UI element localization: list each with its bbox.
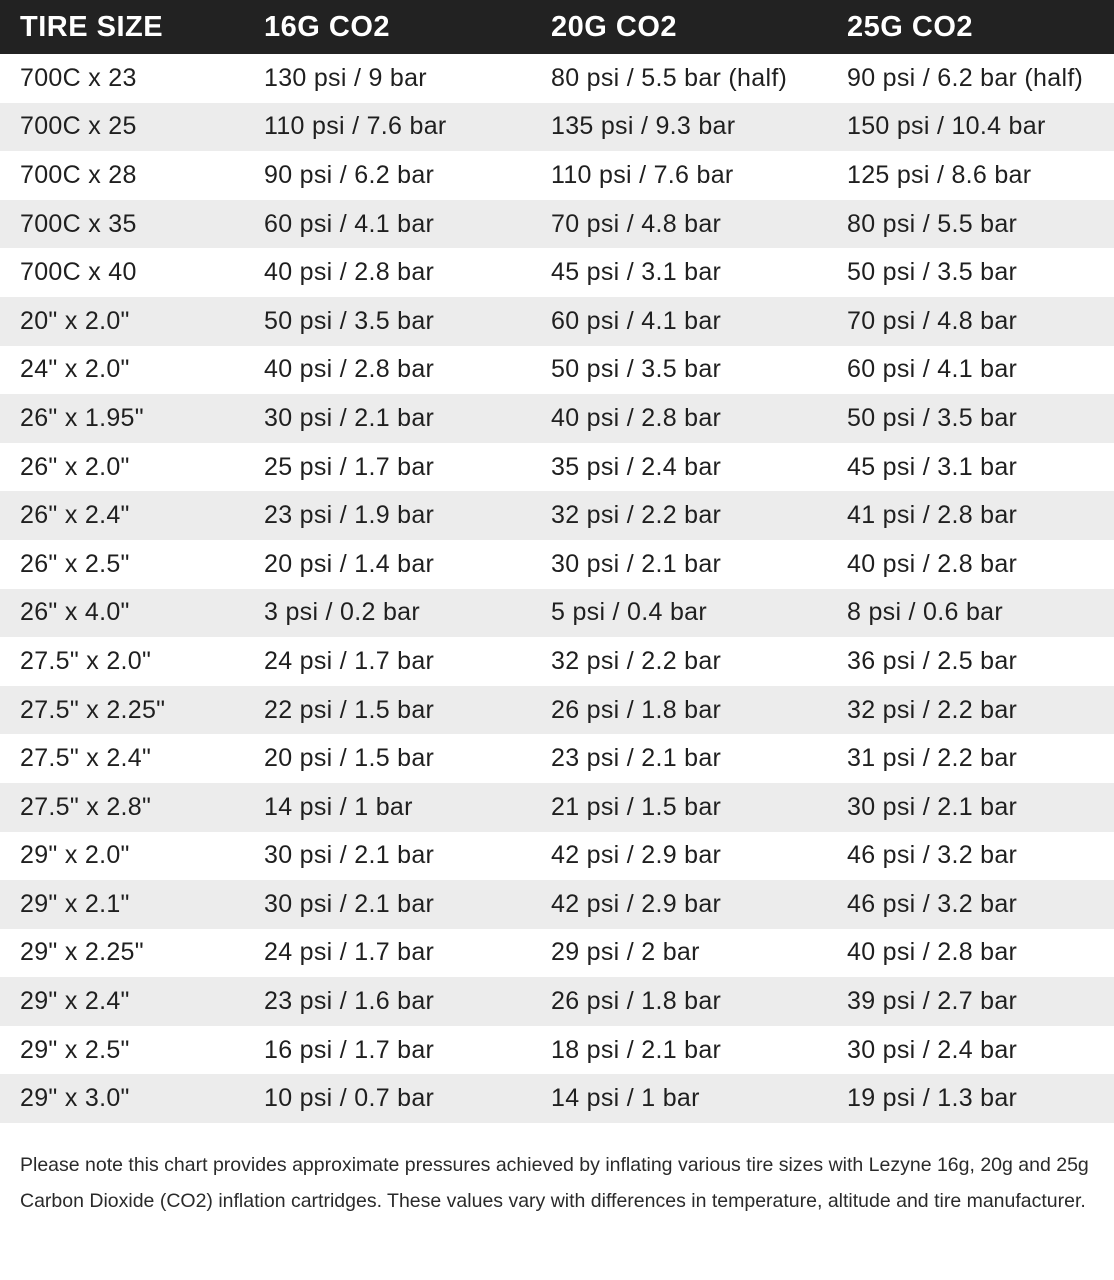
cell-tire-size: 26" x 4.0" — [20, 598, 130, 627]
cell-20g-co2: 60 psi / 4.1 bar — [551, 306, 722, 335]
cell-tire-size: 24" x 2.0" — [20, 355, 130, 384]
cell-25g-co2: 31 psi / 2.2 bar — [847, 744, 1018, 773]
cell-20g-co2: 35 psi / 2.4 bar — [551, 452, 722, 481]
cell-25g-co2: 40 psi / 2.8 bar — [847, 549, 1018, 578]
table-row — [0, 394, 1114, 443]
cell-tire-size: 26" x 2.5" — [20, 549, 130, 578]
header-20g-co2: 20G CO2 — [551, 10, 677, 43]
table-row — [0, 200, 1114, 249]
cell-20g-co2: 5 psi / 0.4 bar — [551, 598, 707, 627]
cell-16g-co2: 25 psi / 1.7 bar — [264, 452, 435, 481]
cell-20g-co2: 135 psi / 9.3 bar — [551, 112, 736, 141]
table-row — [0, 443, 1114, 492]
cell-20g-co2: 45 psi / 3.1 bar — [551, 258, 722, 287]
cell-tire-size: 26" x 2.4" — [20, 501, 130, 530]
cell-16g-co2: 50 psi / 3.5 bar — [264, 306, 435, 335]
cell-tire-size: 27.5" x 2.8" — [20, 792, 152, 821]
cell-25g-co2: 30 psi / 2.1 bar — [847, 792, 1018, 821]
cell-20g-co2: 42 psi / 2.9 bar — [551, 841, 722, 870]
header-25g-co2: 25G CO2 — [847, 10, 973, 43]
table-row — [0, 686, 1114, 735]
cell-16g-co2: 130 psi / 9 bar — [264, 63, 427, 92]
cell-25g-co2: 125 psi / 8.6 bar — [847, 160, 1032, 189]
table-row — [0, 103, 1114, 152]
cell-16g-co2: 14 psi / 1 bar — [264, 792, 413, 821]
cell-20g-co2: 70 psi / 4.8 bar — [551, 209, 722, 238]
cell-tire-size: 29" x 2.1" — [20, 889, 130, 918]
cell-16g-co2: 20 psi / 1.4 bar — [264, 549, 435, 578]
cell-25g-co2: 50 psi / 3.5 bar — [847, 258, 1018, 287]
cell-tire-size: 700C x 35 — [20, 209, 137, 238]
cell-16g-co2: 90 psi / 6.2 bar — [264, 160, 435, 189]
table-header — [0, 0, 1114, 54]
cell-25g-co2: 19 psi / 1.3 bar — [847, 1084, 1018, 1113]
cell-tire-size: 20" x 2.0" — [20, 306, 130, 335]
cell-16g-co2: 40 psi / 2.8 bar — [264, 355, 435, 384]
cell-20g-co2: 32 psi / 2.2 bar — [551, 646, 722, 675]
cell-16g-co2: 60 psi / 4.1 bar — [264, 209, 435, 238]
table-row — [0, 151, 1114, 200]
cell-20g-co2: 18 psi / 2.1 bar — [551, 1035, 722, 1064]
cell-25g-co2: 70 psi / 4.8 bar — [847, 306, 1018, 335]
table-row — [0, 832, 1114, 881]
cell-20g-co2: 29 psi / 2 bar — [551, 938, 700, 967]
cell-16g-co2: 30 psi / 2.1 bar — [264, 841, 435, 870]
table-row — [0, 734, 1114, 783]
cell-25g-co2: 32 psi / 2.2 bar — [847, 695, 1018, 724]
cell-20g-co2: 80 psi / 5.5 bar (half) — [551, 63, 788, 92]
cell-20g-co2: 23 psi / 2.1 bar — [551, 744, 722, 773]
header-row — [0, 0, 1114, 54]
table-row — [0, 589, 1114, 638]
table-row — [0, 880, 1114, 929]
cell-20g-co2: 50 psi / 3.5 bar — [551, 355, 722, 384]
table-body — [0, 54, 1114, 1123]
cell-20g-co2: 26 psi / 1.8 bar — [551, 695, 722, 724]
cell-tire-size: 29" x 2.25" — [20, 938, 144, 967]
cell-16g-co2: 110 psi / 7.6 bar — [264, 112, 447, 141]
cell-16g-co2: 3 psi / 0.2 bar — [264, 598, 420, 627]
cell-16g-co2: 10 psi / 0.7 bar — [264, 1084, 435, 1113]
cell-tire-size: 26" x 1.95" — [20, 403, 144, 432]
header-tire-size: TIRE SIZE — [20, 10, 164, 43]
table-row — [0, 977, 1114, 1026]
cell-25g-co2: 36 psi / 2.5 bar — [847, 646, 1018, 675]
cell-tire-size: 29" x 3.0" — [20, 1084, 130, 1113]
footnote: Please note this chart provides approximate pressures achieved by inflating various tire sizes with Lezyne 16g, 20g and 25g Carbon Dioxide (CO2) inflation cartridges. These values vary with differences in temperature, altitude and tire manufacturer. — [20, 1154, 1089, 1213]
cell-tire-size: 27.5" x 2.25" — [20, 695, 166, 724]
cell-tire-size: 700C x 40 — [20, 258, 137, 287]
cell-tire-size: 700C x 25 — [20, 112, 137, 141]
cell-25g-co2: 45 psi / 3.1 bar — [847, 452, 1018, 481]
cell-16g-co2: 22 psi / 1.5 bar — [264, 695, 435, 724]
cell-25g-co2: 80 psi / 5.5 bar — [847, 209, 1018, 238]
cell-25g-co2: 60 psi / 4.1 bar — [847, 355, 1018, 384]
cell-20g-co2: 40 psi / 2.8 bar — [551, 403, 722, 432]
cell-20g-co2: 14 psi / 1 bar — [551, 1084, 700, 1113]
table-row — [0, 540, 1114, 589]
cell-25g-co2: 41 psi / 2.8 bar — [847, 501, 1018, 530]
cell-16g-co2: 23 psi / 1.9 bar — [264, 501, 435, 530]
cell-16g-co2: 30 psi / 2.1 bar — [264, 403, 435, 432]
cell-16g-co2: 30 psi / 2.1 bar — [264, 889, 435, 918]
cell-16g-co2: 23 psi / 1.6 bar — [264, 987, 435, 1016]
table-row — [0, 1026, 1114, 1075]
cell-tire-size: 27.5" x 2.4" — [20, 744, 152, 773]
cell-tire-size: 700C x 28 — [20, 160, 137, 189]
cell-20g-co2: 32 psi / 2.2 bar — [551, 501, 722, 530]
cell-tire-size: 29" x 2.4" — [20, 987, 130, 1016]
cell-25g-co2: 30 psi / 2.4 bar — [847, 1035, 1018, 1064]
cell-16g-co2: 24 psi / 1.7 bar — [264, 938, 435, 967]
cell-20g-co2: 21 psi / 1.5 bar — [551, 792, 722, 821]
header-16g-co2: 16G CO2 — [264, 10, 390, 43]
cell-25g-co2: 39 psi / 2.7 bar — [847, 987, 1018, 1016]
cell-tire-size: 29" x 2.0" — [20, 841, 130, 870]
cell-16g-co2: 24 psi / 1.7 bar — [264, 646, 435, 675]
cell-25g-co2: 40 psi / 2.8 bar — [847, 938, 1018, 967]
cell-25g-co2: 150 psi / 10.4 bar — [847, 112, 1046, 141]
cell-16g-co2: 40 psi / 2.8 bar — [264, 258, 435, 287]
cell-tire-size: 26" x 2.0" — [20, 452, 130, 481]
cell-25g-co2: 50 psi / 3.5 bar — [847, 403, 1018, 432]
cell-25g-co2: 90 psi / 6.2 bar (half) — [847, 63, 1084, 92]
table-row — [0, 637, 1114, 686]
cell-tire-size: 29" x 2.5" — [20, 1035, 130, 1064]
cell-20g-co2: 30 psi / 2.1 bar — [551, 549, 722, 578]
cell-20g-co2: 110 psi / 7.6 bar — [551, 160, 734, 189]
cell-16g-co2: 20 psi / 1.5 bar — [264, 744, 435, 773]
table-row — [0, 54, 1114, 103]
table-row — [0, 929, 1114, 978]
cell-20g-co2: 42 psi / 2.9 bar — [551, 889, 722, 918]
table-row — [0, 248, 1114, 297]
cell-tire-size: 27.5" x 2.0" — [20, 646, 152, 675]
cell-20g-co2: 26 psi / 1.8 bar — [551, 987, 722, 1016]
cell-25g-co2: 8 psi / 0.6 bar — [847, 598, 1003, 627]
table-row — [0, 1074, 1114, 1123]
cell-25g-co2: 46 psi / 3.2 bar — [847, 889, 1018, 918]
cell-tire-size: 700C x 23 — [20, 63, 137, 92]
cell-16g-co2: 16 psi / 1.7 bar — [264, 1035, 435, 1064]
cell-25g-co2: 46 psi / 3.2 bar — [847, 841, 1018, 870]
table-row — [0, 297, 1114, 346]
table-row — [0, 783, 1114, 832]
table-row — [0, 346, 1114, 395]
table-row — [0, 491, 1114, 540]
